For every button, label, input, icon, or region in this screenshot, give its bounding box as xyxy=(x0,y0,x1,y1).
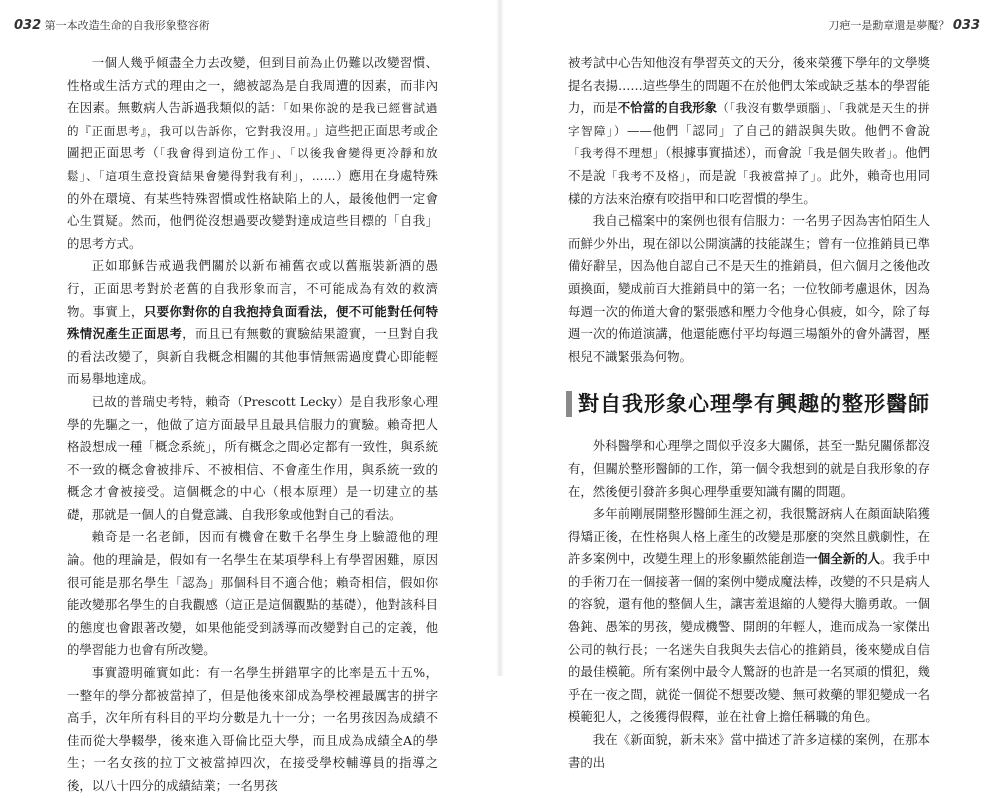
right-paragraph-1 xyxy=(568,52,930,210)
quote-run: 「我考不及格」 xyxy=(605,168,687,183)
text-run: 。我手中的手術刀在一個接著一個的案例中變成魔法棒，改變的不只是病人的容貌，還有他的整個人生，讓害羞退縮的人變得大膽勇敢。一個魯鈍、愚笨的男孩，變成機警、開朗的年輕人，進而成為一家傑出公司的執行長；一名迷失自我與失去信心的推銷員，後來變成自信的最佳模範。所有案例中最令人驚訝的也許是一名冥頑的慣犯，幾乎在一夜之間，就從一個從不想要改變、無可救藥的罪犯變成一名模範犯人，之後獲得假釋，並在社會上擔任稱職的角色。 xyxy=(568,551,931,725)
right-page-number: 033 xyxy=(952,18,980,33)
left-paragraph-5: 事實證明確實如此：有一名學生拼錯單字的比率是五十五%，一整年的學分都被當掉了，但是他後來卻成為學校裡最厲害的拼字高手，次年所有科目的平均分數是九十一分；一名男孩因為成績不佳而從大學輟學，後來進入哥倫比亞大學，而且成為成績全A的學生；一名女孩的拉丁文被當掉四次，在接受學校輔導員的指導之後，以八十四分的成績結業；一名男孩 xyxy=(67,665,438,793)
text-run: 被考試中心告知他沒有學習英文的天分，後來榮獲下學年的文學獎提名表揚……這些學生的問題不在於他們太笨或缺乏基本的學習能力，而是 xyxy=(568,55,930,116)
right-running-head-title: 刀疤一是勳章還是夢魘？ xyxy=(828,19,950,32)
right-paragraph-5: 我在《新面貌，新未來》當中描述了許多這樣的案例，在那本書的出 xyxy=(568,732,930,770)
quote-run: 「我會得到這份工作」、「以後我會變得更冷靜和放鬆」、「這項生意投資結果會變得對我有利」，……） xyxy=(67,146,439,183)
text-run: 應用在身處特殊的外在環境、有某些特殊習慣或性格缺陷上的人，最後他們一定會心生質疑。然而，他們從沒想過要改變對達成這些目標的「自我」的思考方式。 xyxy=(67,167,439,251)
section-heading xyxy=(566,389,930,419)
left-paragraph-2 xyxy=(67,255,438,391)
left-paragraph-4: 賴奇是一名老師，因而有機會在數千名學生身上驗證他的理論。他的理論是，假如有一名學生在某項學科上有學習困難，原因很可能是那名學生「認為」那個科目不適合他；賴奇相信，假如你能改變那名學生的自我觀感（這正是這個觀點的基礎），他對該科目的態度也會跟著改變，如果他能受到誘導而改變對自己的定義，他的學習能力也會有所改變。 xyxy=(67,529,438,658)
text-run: ，而是說 xyxy=(686,167,737,183)
text-run: （根據事實描述），而會說 xyxy=(664,145,802,161)
left-paragraph-3: 已故的普瑞史考特，賴奇（Prescott Lecky）是自我形象心理學的先驅之一，他做了這方面最早且最具信服力的實驗。賴奇把人格設想成一種「概念系統」，所有概念之間必定都有一致性，與系統不一致的概念會被排斥、不被相信、不會產生作用，與系統一致的概念才會被接受。這個概念的中心（根本原理）是一切建立的基礎，那就是一個人的自覺意識、自我形象或他對自己的看法。 xyxy=(67,393,438,522)
text-run: 。他們不是說 xyxy=(568,145,930,183)
text-run: 多年前剛展開整形醫師生涯之初，我很驚訝病人在顏面缺陷獲得矯正後，在性格與人格上產生的改變是那麼的突然且戲劇性，在許多案例中，改變生理上的形象顯然能創造 xyxy=(568,506,930,567)
text-run: 。此外，賴奇也用同樣的方法來治療有咬指甲和口吃習慣的學生。 xyxy=(568,167,931,206)
quote-run: 「我被當掉了」 xyxy=(736,168,817,183)
text-run: 這些把正面思考或企圖把正面思考（ xyxy=(67,122,439,161)
text-run: ，而且已有無數的實驗結果證實，一旦對自我的看法改變了，與新自我概念相關的其他事情無需過度費心即能輕而易舉地達成。 xyxy=(67,326,439,387)
section-heading-title: 對自我形象心理學有興趣的整形醫師 xyxy=(578,392,930,417)
left-page xyxy=(0,0,500,793)
left-body-text xyxy=(67,52,438,798)
left-page-number: 032 xyxy=(14,18,42,33)
quote-run: 「我考得不理想」 xyxy=(568,146,665,161)
right-body-text xyxy=(568,52,930,774)
quote-run: （「我沒有數學頭腦」、「我就是天生的拼字智障」） xyxy=(568,101,930,138)
right-running-header xyxy=(828,17,980,33)
left-running-head-title: 第一本改造生命的自我形象整容術 xyxy=(44,19,210,32)
bold-emphasis: 一個全新的人 xyxy=(805,551,881,567)
right-paragraph-2: 我自己檔案中的案例也很有信服力：一名男子因為害怕陌生人而鮮少外出，現在卻以公開演講的技能謀生；曾有一位推銷員已準備好辭呈，因為他自認自己不是天生的推銷員，但六個月之後他改頭換面，變成前百大推銷員中的第一名；一位牧師考慮退休，因為每週一次的佈道大會的緊張感和壓力令他身心俱疲，如今，除了每週一次的佈道演講，他還能應付平均每週三場額外的會外講習，壓根兒不識緊張為何物。 xyxy=(568,213,930,364)
right-paragraph-3: 外科醫學和心理學之間似乎沒多大關係，甚至一點兒關係都沒有，但關於整形醫師的工作，第一個令我想到的就是自我形象的存在，然後便引發許多與心理學重要知識有關的問題。 xyxy=(568,438,930,499)
text-run: 一個人幾乎傾盡全力去改變，但到目前為止仍難以改變習慣、性格或生活方式的理由之一，總被認為是自我周遭的因素，而非內在因素。無數病人告訴過我類似的話： xyxy=(67,55,438,116)
quote-run: 「如果你說的是我已經嘗試過的『正面思考』，我可以告訴你，它對我沒用。」 xyxy=(67,101,439,138)
text-run: 正如耶穌告戒過我們關於以新布補舊衣或以舊瓶裝新酒的愚行，正面思考對於老舊的自我形象而言，不可能成為有效的救濟物。事實上， xyxy=(67,258,438,319)
left-paragraph-1 xyxy=(67,52,438,255)
section-heading-bar xyxy=(566,391,572,417)
quote-run: 「我是個失敗者」 xyxy=(801,146,893,161)
right-paragraph-4 xyxy=(568,503,930,729)
text-run: ——他們「認同」了自己的錯誤與失敗。他們不會說 xyxy=(626,122,930,138)
bold-emphasis: 不恰當的自我形象 xyxy=(617,100,718,116)
left-running-header xyxy=(14,17,210,33)
bold-emphasis: 只要你對你的自我抱持負面看法，便不可能對任何特殊情況產生正面思考 xyxy=(67,303,439,342)
